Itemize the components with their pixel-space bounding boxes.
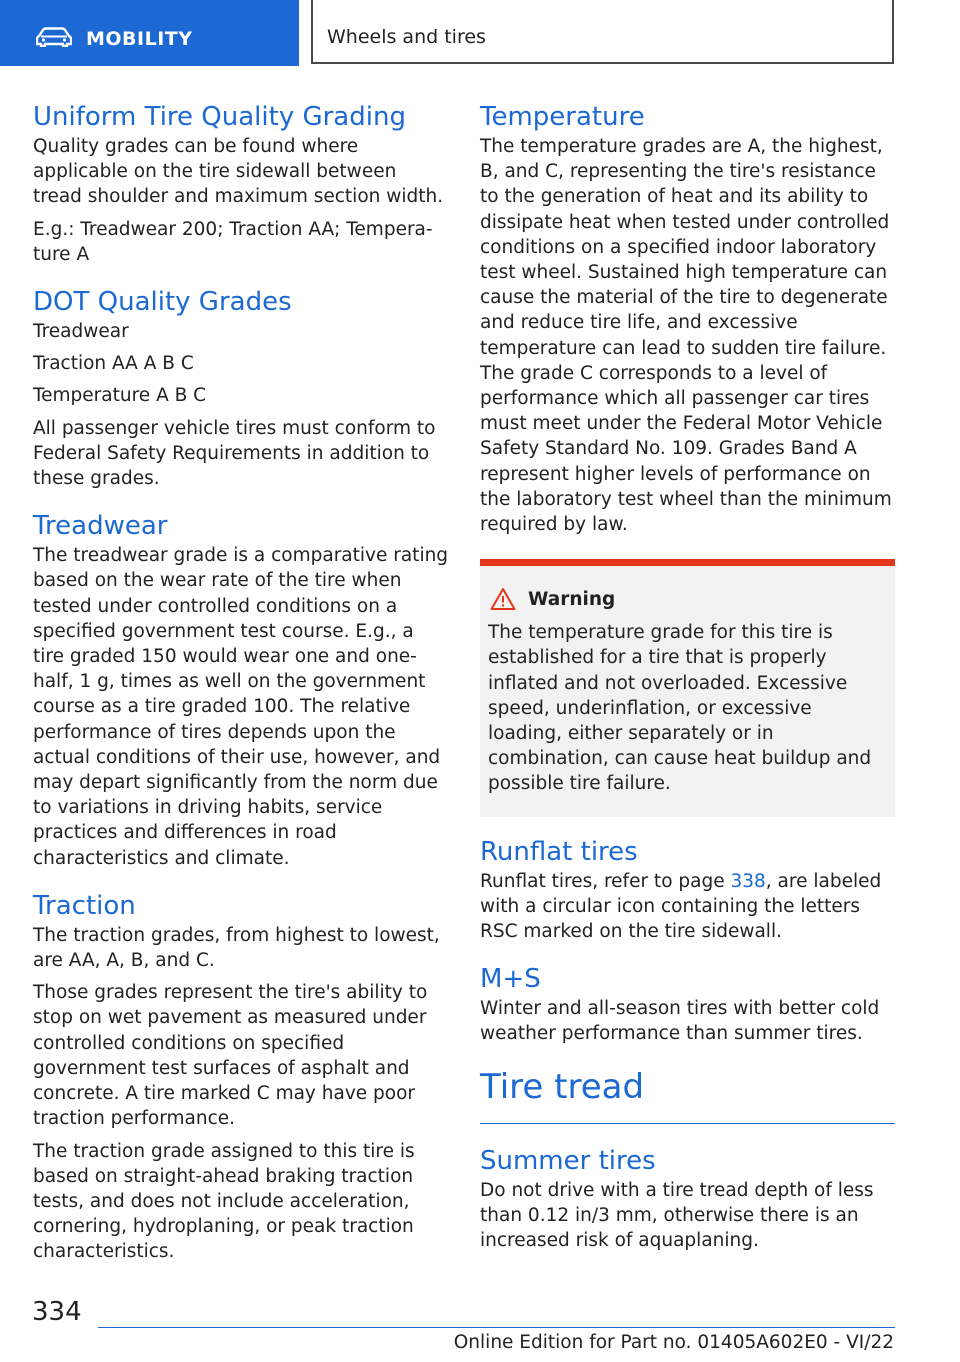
paragraph: The treadwear grade is a comparative rating based on the wear rate of the tire when tested under controlled conditions on a specified government test course. E.g., a tire graded 150 would wear one and one-half, 1 g, times as well on the government course as a tire graded 100. The relative performance of tires depends upon the actual conditions of their use, however, and may depart significantly from the norm due to variations in driving habits, service practices and differences in road characteristics and climate. <box>33 545 449 869</box>
footer-edition: Online Edition for Part no. 01405A602E0 - VI/22 <box>453 1332 894 1353</box>
heading-traction: Traction <box>33 890 136 921</box>
warning-header <box>488 584 887 614</box>
left-column <box>33 100 449 1265</box>
section-label: MOBILITY <box>86 28 193 50</box>
paragraph: Treadwear <box>33 321 129 343</box>
heading-treadwear: Treadwear <box>33 511 168 542</box>
paragraph <box>480 869 895 945</box>
paragraph: Traction AA A B C <box>33 353 194 375</box>
paragraph: The temperature grades are A, the highest, B, and C, representing the tire's resistance to the generation of heat and its ability to dissipate heat when tested under controlled conditions on a specified indoor laboratory test wheel. Sustained high temperature can cause the material of the tire to degenerate and reduce tire life, and excessive temperature can lead to sudden tire failure. The grade C corresponds to a level of performance which all passenger car tires must meet under the Federal Motor Vehicle Safety Standard No. 109. Grades Band A represent higher levels of performance on the laboratory test wheel than the minimum required by law. <box>480 136 892 536</box>
paragraph: Temperature A B C <box>33 385 207 407</box>
runflat-text-post: , are labeled with a circular icon containing the letters RSC marked on the tire sidewall. <box>480 870 882 943</box>
chapter-title: Wheels and tires <box>327 26 486 48</box>
heading-uniform-grading: Uniform Tire Quality Grading <box>33 102 406 132</box>
warning-box <box>480 559 895 816</box>
paragraph: All passenger vehicle tires must conform to Federal Safety Requirements in addition to these grades. <box>33 417 436 490</box>
section-tab <box>0 0 299 66</box>
paragraph: Those grades represent the tire's ability to stop on wet pavement as measured under controlled conditions on specified government test surfaces of asphalt and concrete. A tire marked C may have poor traction performance. <box>33 982 428 1130</box>
heading-temperature: Temperature <box>480 102 645 132</box>
runflat-text-pre: Runflat tires, refer to page <box>480 870 731 892</box>
heading-tire-tread: Tire tread <box>480 1066 645 1107</box>
paragraph: The traction grade assigned to this tire is based on straight-ahead braking traction tests, and does not include acceleration, cornering, hydroplaning, or peak traction characteristics. <box>33 1140 415 1263</box>
heading-summer-tires: Summer tires <box>480 1145 656 1176</box>
warning-triangle-icon <box>490 587 516 611</box>
heading-ms: M+S <box>480 964 541 995</box>
paragraph: E.g.: Treadwear 200; Traction AA; Temperature A <box>33 218 433 265</box>
chapter-header <box>311 0 894 64</box>
paragraph: Do not drive with a tire tread depth of less than 0.12 in/3 mm, otherwise there is an increased risk of aquaplaning. <box>480 1179 874 1252</box>
paragraph: The traction grades, from highest to lowest, are AA, A, B, and C. <box>33 924 440 972</box>
paragraph: Winter and all-season tires with better cold weather performance than summer tires. <box>480 998 880 1045</box>
right-column <box>480 100 895 1253</box>
heading-runflat: Runflat tires <box>480 836 638 867</box>
car-icon <box>36 27 72 47</box>
page-reference-link[interactable]: 338 <box>730 870 766 892</box>
paragraph: Quality grades can be found where applicable on the tire sidewall between tread shoulder and maximum section width. <box>33 136 444 208</box>
page-number: 334 <box>32 1297 82 1327</box>
warning-text: The temperature grade for this tire is established for a tire that is properly inflated and not overloaded. Excessive speed, underinflation, or excessive loading, either separately or in combination, can cause heat buildup and possible tire failure. <box>488 622 872 795</box>
footer-rule <box>98 1327 895 1328</box>
warning-label: Warning <box>528 588 616 610</box>
heading-dot-grades: DOT Quality Grades <box>33 287 292 318</box>
